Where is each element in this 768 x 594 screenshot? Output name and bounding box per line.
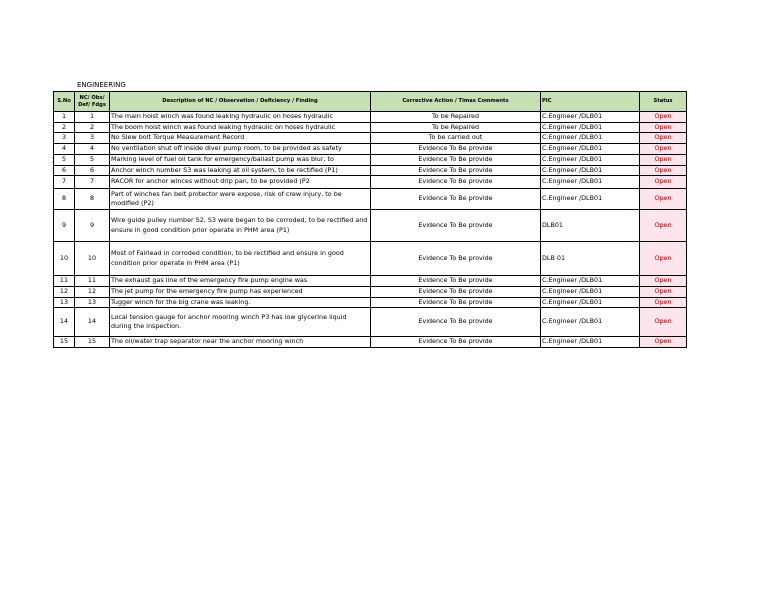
cell-sno: 10 [54,242,75,276]
cell-status: Open [640,112,687,123]
cell-pic: C.Engineer /DLB01 [541,189,640,210]
cell-action: Evidence To Be provide [371,286,541,297]
cell-sno: 4 [54,144,75,155]
cell-action: Evidence To Be provide [371,242,541,276]
column-header-status: Status [640,92,687,112]
cell-pic: DLB 01 [541,242,640,276]
cell-action: Evidence To Be provide [371,297,541,308]
cell-description: The exhaust gas line of the emergency fire pump engine was [110,276,371,287]
cell-action: To be carried out [371,133,541,144]
table-row [54,133,687,144]
cell-nc: 10 [75,242,110,276]
cell-pic: C.Engineer /DLB01 [541,276,640,287]
table-row [54,112,687,123]
cell-status: Open [640,144,687,155]
cell-pic: DLB01 [541,210,640,242]
cell-pic: C.Engineer /DLB01 [541,297,640,308]
cell-pic: C.Engineer /DLB01 [541,176,640,189]
cell-description: The jet pump for the emergency fire pump has experienced [110,286,371,297]
cell-action: To be Repaired [371,122,541,133]
cell-pic: C.Engineer /DLB01 [541,133,640,144]
cell-description: Tugger winch for the big crane was leaking. [110,297,371,308]
column-header-sno: S.No [54,92,75,112]
cell-nc: 5 [75,154,110,165]
cell-pic: C.Engineer /DLB01 [541,165,640,176]
cell-status: Open [640,276,687,287]
cell-nc: 14 [75,308,110,337]
cell-pic: C.Engineer /DLB01 [541,337,640,348]
cell-action: Evidence To Be provide [371,176,541,189]
cell-sno: 6 [54,165,75,176]
cell-action: Evidence To Be provide [371,210,541,242]
cell-pic: C.Engineer /DLB01 [541,112,640,123]
cell-pic: C.Engineer /DLB01 [541,144,640,155]
cell-pic: C.Engineer /DLB01 [541,154,640,165]
cell-sno: 9 [54,210,75,242]
cell-nc: 15 [75,337,110,348]
cell-status: Open [640,189,687,210]
table-row [54,165,687,176]
table-row [54,122,687,133]
column-header-pic: PIC [541,92,640,112]
cell-nc: 9 [75,210,110,242]
cell-status: Open [640,286,687,297]
cell-action: Evidence To Be provide [371,154,541,165]
cell-status: Open [640,210,687,242]
cell-action: Evidence To Be provide [371,308,541,337]
cell-status: Open [640,337,687,348]
cell-description: Local tension gauge for anchor mooring winch P3 has low glycerine liquid during the inspection. [110,308,371,337]
cell-description: Anchor winch number S3 was leaking at oil system, to be rectified (P1) [110,165,371,176]
table-row [54,210,687,242]
cell-nc: 4 [75,144,110,155]
cell-sno: 12 [54,286,75,297]
cell-sno: 5 [54,154,75,165]
cell-action: To be Repaired [371,112,541,123]
table-row [54,154,687,165]
cell-sno: 15 [54,337,75,348]
cell-nc: 3 [75,133,110,144]
cell-status: Open [640,133,687,144]
nc-findings-table [53,91,687,348]
cell-status: Open [640,122,687,133]
table-row [54,176,687,189]
cell-status: Open [640,297,687,308]
cell-description: The oil/water trap separator near the anchor mooring winch [110,337,371,348]
cell-pic: C.Engineer /DLB01 [541,286,640,297]
cell-status: Open [640,165,687,176]
cell-description: Wire guide pulley number S2, S3 were began to be corroded, to be rectified and ensure in good condition prior operate in PHM area (P1) [110,210,371,242]
cell-description: RACOR for anchor winces without drip pan, to be provided (P2 [110,176,371,189]
section-title: ENGINEERING [77,81,126,89]
cell-nc: 8 [75,189,110,210]
cell-nc: 13 [75,297,110,308]
cell-pic: C.Engineer /DLB01 [541,122,640,133]
cell-sno: 3 [54,133,75,144]
cell-action: Evidence To Be provide [371,276,541,287]
table-row [54,276,687,287]
cell-description: Part of winches fan belt protector were expose, risk of crew injury, to be modified (P2) [110,189,371,210]
cell-description: The main hoist winch was found leaking hydraulic on hoses hydraulic [110,112,371,123]
cell-status: Open [640,154,687,165]
table-row [54,337,687,348]
cell-description: The boom hoist winch was found leaking hydraulic on hoses hydraulic [110,122,371,133]
cell-sno: 11 [54,276,75,287]
cell-status: Open [640,242,687,276]
cell-description: Most of Fairlead in corroded condition, to be rectified and ensure in good condition prior operate in PHM area (P1) [110,242,371,276]
cell-nc: 12 [75,286,110,297]
cell-description: No Slew bolt Torque Measurement Record [110,133,371,144]
column-header-description: Description of NC / Observation / Deficiency / Finding [110,92,371,112]
cell-sno: 14 [54,308,75,337]
table-header-row [54,92,687,112]
cell-action: Evidence To Be provide [371,337,541,348]
cell-sno: 13 [54,297,75,308]
cell-action: Evidence To Be provide [371,165,541,176]
column-header-action: Corrective Action / Timas Comments [371,92,541,112]
cell-sno: 1 [54,112,75,123]
table-row [54,242,687,276]
table-row [54,189,687,210]
table-row [54,308,687,337]
cell-sno: 7 [54,176,75,189]
cell-description: No ventilation shut off inside diver pump room, to be provided as safety [110,144,371,155]
cell-description: Marking level of fuel oil tank for emergency/ballast pump was blur, to [110,154,371,165]
table-row [54,144,687,155]
cell-nc: 7 [75,176,110,189]
cell-nc: 2 [75,122,110,133]
cell-status: Open [640,308,687,337]
cell-status: Open [640,176,687,189]
cell-pic: C.Engineer /DLB01 [541,308,640,337]
cell-nc: 6 [75,165,110,176]
cell-nc: 1 [75,112,110,123]
cell-sno: 8 [54,189,75,210]
cell-nc: 11 [75,276,110,287]
cell-sno: 2 [54,122,75,133]
column-header-nc: NC/ Obs/ Def/ Fdgs [75,92,110,112]
cell-action: Evidence To Be provide [371,144,541,155]
table-row [54,297,687,308]
cell-action: Evidence To Be provide [371,189,541,210]
table-row [54,286,687,297]
